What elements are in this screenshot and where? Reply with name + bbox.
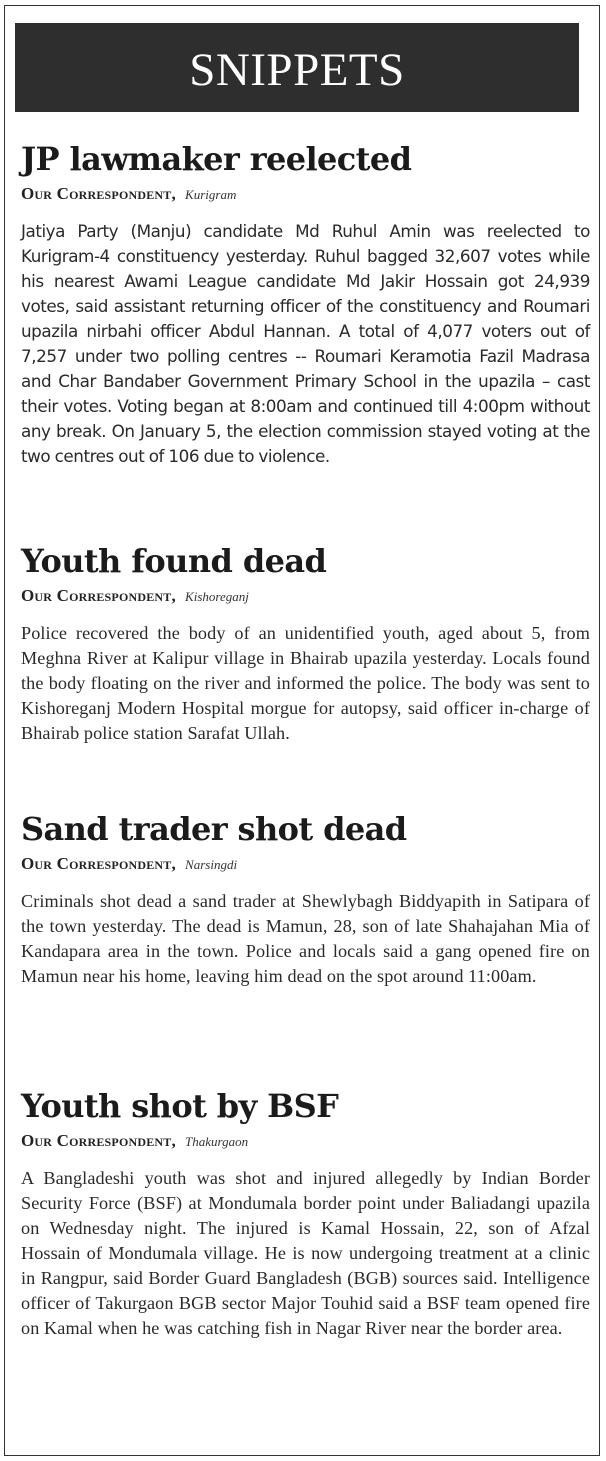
section-title: SNIPPETS [189, 44, 405, 96]
article-headline: Youth found dead [21, 542, 327, 580]
article-byline [21, 585, 590, 607]
article-byline [21, 853, 590, 875]
article-headline: Sand trader shot dead [21, 810, 407, 848]
article-headline: Youth shot by BSF [21, 1087, 339, 1125]
article-body: Jatiya Party (Manju) candidate Md Ruhul Amin was reelected to Kurigram-4 constituency yesterday. Ruhul bagged 32,607 votes while his nearest Awami League candidate Md Jakir Hossain got 24,939 votes, said assistant returning officer of the constituency and Roumari upazila nirbahi officer Abdul Hannan. A total of 4,077 voters out of 7,257 under two polling centres -- Roumari Keramotia Fazil Madrasa and Char Bandaber Government Primary School in the upazila – cast their votes. Voting began at 8:00am and continued till 4:00pm without any break. On January 5, the election commission stayed voting at the two centres out of 106 due to violence. [21, 221, 590, 466]
article-youth-found-dead [21, 542, 590, 746]
article-headline: JP lawmaker reelected [21, 140, 412, 178]
article-jp-lawmaker-reelected [21, 140, 590, 469]
byline-location: Narsingdi [185, 857, 238, 872]
article-body: A Bangladeshi youth was shot and injured allegedly by Indian Border Security Force (BSF) at Mondumala border point under Baliadangi upazila on Wednesday night. The injured is Kamal Hossain, 22, son of Afzal Hossain of Mondumala village. He is now undergoing treatment at a clinic in Rangpur, said Border Guard Bangladesh (BGB) sources said. Intelligence officer of Takurgaon BGB sector Major Touhid said a BSF team opened fire on Kamal when he was catching fish in Nagar River near the border area. [21, 1168, 590, 1338]
article-byline [21, 183, 590, 205]
article-body: Criminals shot dead a sand trader at Shewlybagh Biddyapith in Satipara of the town yesterday. The dead is Mamun, 28, son of late Shahajahan Mia of Kandapara area in the town. Police and locals said a gang opened fire on Mamun near his home, leaving him dead on the spot around 11:00am. [21, 891, 590, 986]
byline-location: Kurigram [185, 187, 237, 202]
byline-location: Thakurgaon [185, 1134, 249, 1149]
article-byline [21, 1130, 590, 1152]
article-youth-shot-by-bsf [21, 1087, 590, 1341]
article-body: Police recovered the body of an unidentified youth, aged about 5, from Meghna River at Kalipur village in Bhairab upazila yesterday. Locals found the body floating on the river and informed the police. The body was sent to Kishoreganj Modern Hospital morgue for autopsy, said officer in-charge of Bhairab police station Sarafat Ullah. [21, 623, 590, 743]
byline-credit: Our Correspondent, [21, 854, 176, 873]
section-banner [15, 23, 579, 112]
byline-credit: Our Correspondent, [21, 184, 176, 203]
byline-credit: Our Correspondent, [21, 1131, 176, 1150]
byline-location: Kishoreganj [185, 589, 249, 604]
byline-credit: Our Correspondent, [21, 586, 176, 605]
article-sand-trader-shot-dead [21, 810, 590, 989]
